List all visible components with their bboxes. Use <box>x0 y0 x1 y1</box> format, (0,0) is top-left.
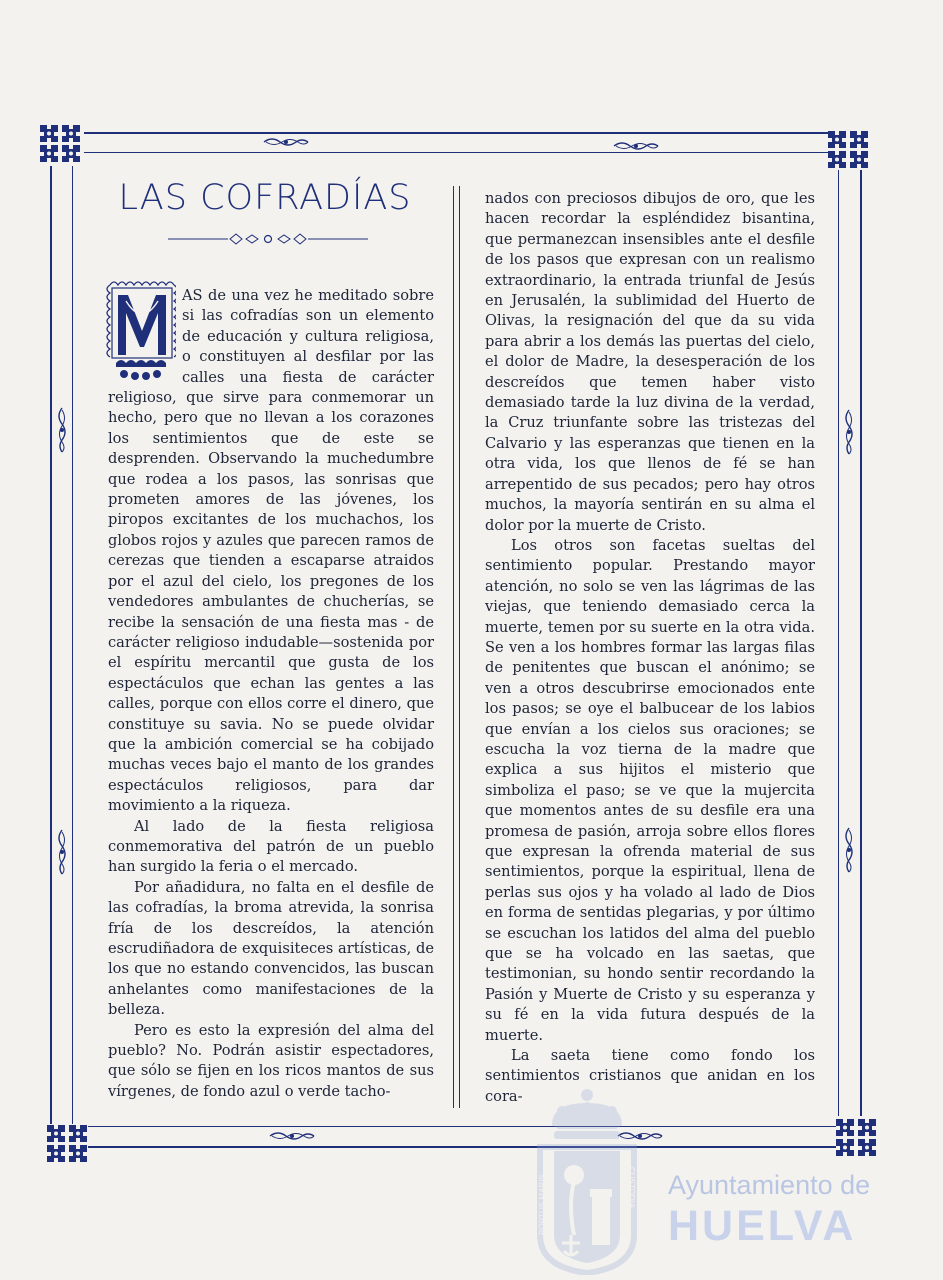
frame-left-line-outer <box>50 166 52 1124</box>
frame-right-line-outer <box>860 170 862 1116</box>
article-paragraph: Los otros son facetas sueltas del sentimiento popular. Prestando mayor atención, no solo se ven las lágrimas de las viejas, que teniendo demasiado cerca la muerte, temen por su suerte en la otra vida. Se ven a los hombres formar las largas filas de penitentes que buscan el anónimo; se ven a otros descubrirse emocionados ente los pasos; se oye el balbucear de los labios que envían a los cielos sus oraciones; se escucha la voz tierna de la madre que explica a sus hijitos el misterio que simboliza el paso; se ve que la mujercita que momentos antes de su desfile era una promesa de pasión, arroja sobre ellos flores que expresan la ofrenda material de sus sentimientos, porque la espiritual, llena de perlas sus ojos y ha volado al lado de Dios en forma de sentidas plegarias, y por último se escuchan los latidos del alma del pueblo que se ha volcado en las saetas, que testimonian, su hondo sentir recordando la Pasión y Muerte de Cristo y su esperanza y su fé en la vida futura después de la muerte. <box>485 536 815 1044</box>
frame-bottom-line-outer <box>88 1126 836 1127</box>
column-divider-left <box>453 186 454 1108</box>
title-ornament-rule-icon <box>168 232 368 246</box>
watermark-line-1: Ayuntamiento de <box>668 1170 871 1200</box>
frame-fleuron-icon <box>56 406 68 454</box>
article-paragraph: Al lado de la fiesta religiosa conmemorativa del patrón de un pueblo han surgido la feria o el mercado. <box>108 817 434 876</box>
frame-fleuron-icon <box>268 1130 316 1142</box>
frame-top-line-outer <box>84 132 832 134</box>
frame-fleuron-icon <box>262 136 310 148</box>
frame-fleuron-icon <box>843 408 855 456</box>
frame-fleuron-icon <box>612 140 660 152</box>
ornate-initial-m-icon <box>106 279 176 383</box>
article-paragraph: nados con preciosos dibujos de oro, que les hacen recordar la espléndidez bisantina, que permanezcan insensibles ante el desfile de los pasos que expresan con un realismo extraordinario, la entrada triunfal de Jesús en Jerusalén, la sublimidad del Huerto de Olivas, la resignación del que da su vida para abrir a los demás las puertas del cielo, el dolor de Madre, la desesperación de los descreídos que temen haber visto demasiado tarde la luz divina de la verdad, la Cruz triunfante sobre las tristezas del Calvario y las esperanzas que tienen en la otra vida, los que llenos de fé se han arrepentido de sus pecados; pero hay otros muchos, la mayoría sentirán en su alma el dolor por la muerte de Cristo. <box>485 190 815 534</box>
column-divider-right <box>459 186 460 1108</box>
watermark-line-2: HUELVA <box>668 1202 857 1250</box>
article-paragraph: AS de una vez he meditado sobre si las cofradías son un elemento de educación y cultura religiosa, o constituyen al desfilar por las calles una fiesta de carácter religioso, que sirve para conmemorar un hecho, pero que no llevan a los corazones los sentimientos que de este se desprenden. Observando la muchedumbre que rodea a los pasos, las sonrisas que prometen amores de las jóvenes, los piropos excitantes de los muchachos, los globos rojos y azules que parecen ramos de cerezas que tienden a escaparse atraidos por el azul del cielo, los pregones de los vendedores ambulantes de chucherías, se recibe la sensación de una fiesta mas - de carácter religioso indudable—sostenida por el espíritu mercantil que gusta de los espectáculos que echan las gentes a las calles, porque con ellos corre el dinero, que constituye su savia. No se puede olvidar que la ambición comercial se ha cobijado muchas veces bajo el manto de los grandes espectáculos religiosos, para dar movimiento a la riqueza. <box>108 287 434 815</box>
left-column <box>108 286 434 1102</box>
article-paragraph: La saeta tiene como fondo los sentimientos cristianos que anidan en los cora- <box>485 1047 815 1105</box>
frame-fleuron-icon <box>843 826 855 874</box>
article-paragraph: Pero es esto la expresión del alma del pueblo? No. Podrán asistir espectadores, que sólo se fijen en los ricos mantos de sus vírgenes, de fondo azul o verde tacho- <box>108 1021 434 1100</box>
article-title: LAS COFRADÍAS <box>118 178 412 218</box>
corner-ornament-icon <box>826 128 870 170</box>
article-paragraph: Por añadidura, no falta en el desfile de las cofradías, la broma atrevida, la sonrisa fría de los descreídos, la atención escrudiñadora de exquisiteces artísticas, de los que no estando convencidos, las buscan anhelantes como manifestaciones de la belleza. <box>108 878 434 1019</box>
frame-bottom-line-inner <box>88 1146 836 1148</box>
right-column <box>485 189 815 1107</box>
corner-ornament-icon <box>834 1116 878 1158</box>
corner-ornament-icon <box>45 1122 89 1164</box>
frame-fleuron-icon <box>56 828 68 876</box>
shield-text-right: CUSTODIA <box>627 1167 636 1209</box>
frame-right-line-inner <box>838 170 839 1116</box>
corner-ornament-icon <box>38 122 82 164</box>
huelva-coat-of-arms-icon <box>532 1085 642 1275</box>
shield-text-left: PORTUS MARIS <box>538 1174 547 1235</box>
frame-top-line-inner <box>84 152 832 153</box>
frame-left-line-inner <box>72 166 73 1124</box>
